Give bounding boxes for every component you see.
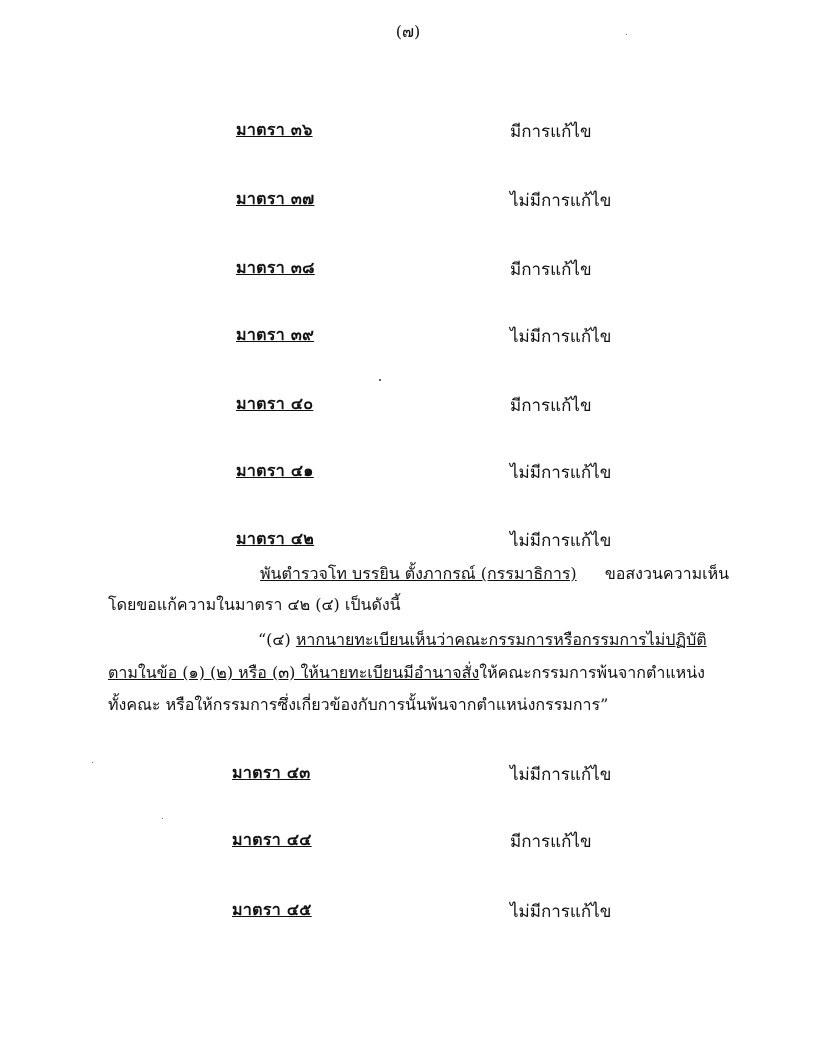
- scan-speck: [626, 34, 627, 35]
- section-label: มาตรา ๔๔: [232, 830, 312, 849]
- page-number: (๗): [395, 22, 421, 41]
- amendment-line-1: [258, 628, 707, 653]
- amendment-prefix: “(๔): [258, 630, 296, 649]
- section-label: มาตรา ๔๕: [232, 900, 312, 919]
- section-label: มาตรา ๔๐: [236, 394, 314, 413]
- amendment-line-3: ทั้งคณะ หรือให้กรรมการซึ่งเกี่ยวข้องกับการนั้นพ้นจากตำแหน่งกรรมการ”: [108, 695, 609, 714]
- section-status: ไม่มีการแก้ไข: [510, 765, 612, 785]
- section-label: มาตรา ๓๗: [236, 189, 315, 208]
- scan-speck: [379, 379, 381, 381]
- commissioner-name: พันตำรวจโท บรรยิน ตั้งภากรณ์ (กรรมาธิการ): [260, 564, 577, 583]
- reservation-line-1: [260, 562, 729, 587]
- section-status: ไม่มีการแก้ไข: [510, 463, 612, 483]
- section-status: ไม่มีการแก้ไข: [510, 191, 612, 211]
- amendment-text-underlined: ตามในข้อ (๑) (๒) หรือ (๓) ให้นายทะเบียนมีอำนาจสั่ง: [108, 663, 480, 682]
- section-status: มีการแก้ไข: [510, 832, 592, 852]
- section-status: มีการแก้ไข: [510, 122, 592, 142]
- section-status: มีการแก้ไข: [510, 396, 592, 416]
- section-status: ไม่มีการแก้ไข: [510, 327, 612, 347]
- amendment-text-underlined: หากนายทะเบียนเห็นว่าคณะกรรมการหรือกรรมการไม่ปฏิบัติ: [295, 630, 707, 649]
- section-status: ไม่มีการแก้ไข: [510, 531, 612, 551]
- reservation-line-2: โดยขอแก้ความในมาตรา ๔๒ (๔) เป็นดังนี้: [108, 595, 401, 614]
- section-label: มาตรา ๓๙: [236, 325, 315, 344]
- amendment-line-2: [108, 661, 705, 686]
- reservation-note: ขอสงวนความเห็น: [604, 564, 730, 583]
- section-status: มีการแก้ไข: [510, 260, 592, 280]
- section-label: มาตรา ๓๘: [236, 258, 315, 277]
- amendment-text: ให้คณะกรรมการพ้นจากตำแหน่ง: [479, 663, 705, 682]
- section-status: ไม่มีการแก้ไข: [510, 902, 612, 922]
- scan-speck: [162, 818, 163, 819]
- section-label: มาตรา ๔๒: [236, 529, 315, 548]
- section-label: มาตรา ๔๓: [232, 763, 311, 782]
- scan-speck: [92, 762, 93, 763]
- section-label: มาตรา ๔๑: [236, 461, 314, 480]
- section-label: มาตรา ๓๖: [236, 120, 313, 139]
